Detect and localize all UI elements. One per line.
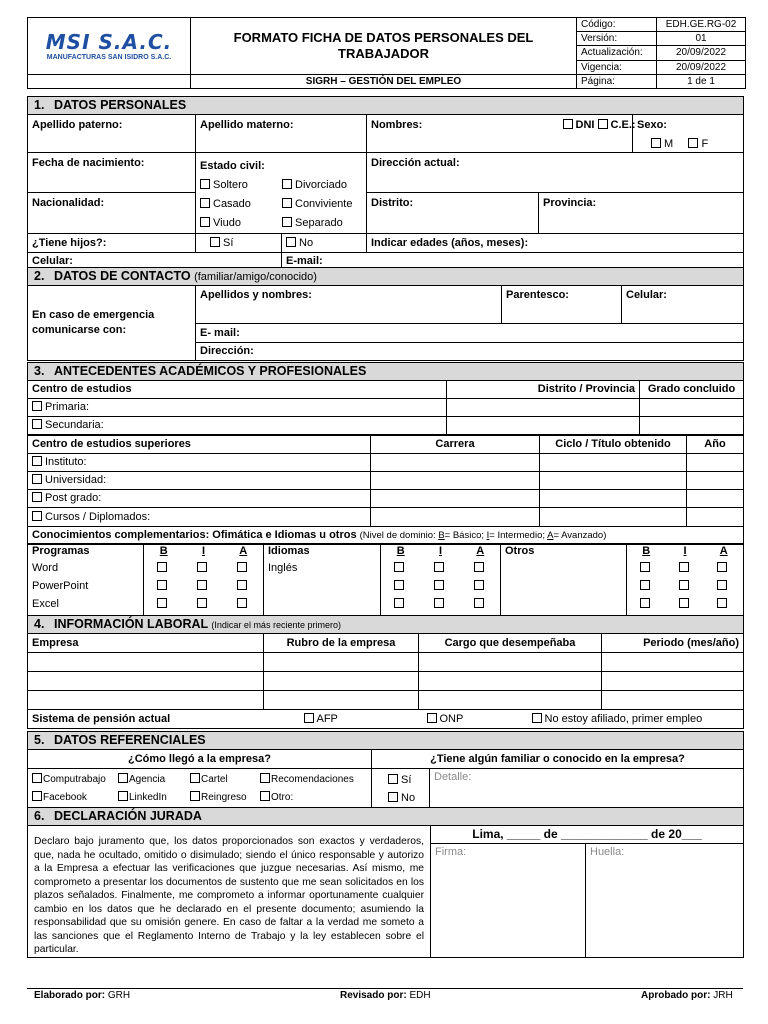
skill-checkbox[interactable]: [717, 598, 727, 608]
conocimientos-header: Conocimientos complementarios: Ofimática e Idiomas u otros (Nivel de dominio: B= Básico; I= Intermedio; A= Avanzado): [28, 527, 744, 544]
instituto-row[interactable]: Instituto:: [28, 454, 371, 472]
laboral-cell[interactable]: [28, 691, 264, 710]
col-programas: Programas: [28, 545, 144, 562]
cursos-checkbox[interactable]: [32, 511, 42, 521]
primaria-checkbox[interactable]: [32, 401, 42, 411]
no-afiliado-checkbox[interactable]: [532, 713, 542, 723]
section-declaracion: [27, 807, 744, 958]
section-datos-referenciales: [27, 731, 744, 808]
skill-checkbox[interactable]: [474, 562, 484, 572]
skill-checkbox[interactable]: [237, 562, 247, 572]
estado-civil-field: Estado civil: Soltero Divorciado Casado Conviviente Viudo Separado: [196, 153, 367, 234]
nacionalidad-field[interactable]: Nacionalidad:: [28, 192, 196, 233]
skill-checkbox[interactable]: [679, 562, 689, 572]
section-header: 6. DECLARACIÓN JURADA: [28, 808, 744, 826]
divorciado-checkbox[interactable]: [282, 179, 292, 189]
skill-label: Inglés: [264, 562, 381, 580]
afp-checkbox[interactable]: [304, 713, 314, 723]
declaracion-text: Declaro bajo juramento que, los datos proporcionados son exactos y verdaderos, que, nada he ocultado, omitido o disimulado; siendo el único responsable y autorizo a la Empresa a efectuar las verificaciones que juzgue necesarias. Así mismo, me comprometo a presentar los documentos de sustento que me sean solicitados en los plazos señalados. Finalmente, me comprometo a informar oportunamente cualquier cambio en los datos que he declarado en el presente documento; asumiendo la responsabilidad que su omisión genere. En caso de faltar a la verdad me someto a las sanciones que el Reglamento Interno de Trabajo y la ley establecen sobre el particular.: [28, 826, 431, 958]
skill-checkbox[interactable]: [157, 580, 167, 590]
section-datos-contacto: [27, 267, 744, 361]
col-centro-estudios: Centro de estudios: [28, 381, 447, 399]
soltero-checkbox[interactable]: [200, 179, 210, 189]
form-subtitle: SIGRH – GESTIÓN DEL EMPLEO: [191, 75, 577, 89]
celular-field[interactable]: Celular:: [28, 253, 282, 271]
reingreso-checkbox[interactable]: [190, 791, 200, 801]
meta-value: EDH.GE.RG-02: [657, 18, 746, 32]
skill-checkbox[interactable]: [474, 580, 484, 590]
sexo-f-checkbox[interactable]: [688, 138, 698, 148]
skill-checkbox[interactable]: [434, 580, 444, 590]
skill-label: PowerPoint: [28, 580, 144, 598]
apellido-paterno-field[interactable]: Apellido paterno:: [28, 115, 196, 153]
col-empresa: Empresa: [28, 634, 264, 653]
familiar-header: ¿Tiene algún familiar o conocido en la empresa?: [372, 750, 744, 769]
familiar-si-checkbox[interactable]: [388, 774, 398, 784]
conviviente-checkbox[interactable]: [282, 198, 292, 208]
col-otros: Otros: [501, 545, 627, 562]
skill-checkbox[interactable]: [394, 580, 404, 590]
skill-checkbox[interactable]: [679, 580, 689, 590]
direccion-actual-field[interactable]: Dirección actual:: [367, 153, 744, 193]
doc-type-field[interactable]: DNI C.E.:: [539, 115, 633, 153]
laboral-cell[interactable]: [28, 672, 264, 691]
primaria-row[interactable]: Primaria:: [28, 399, 447, 417]
hijos-no-checkbox[interactable]: [286, 237, 296, 247]
skill-checkbox[interactable]: [197, 562, 207, 572]
meta-label: Código:: [577, 18, 657, 32]
footer-rule: [27, 988, 743, 989]
col-cargo: Cargo que desempeñaba: [419, 634, 602, 653]
section-header: 1. DATOS PERSONALES: [28, 97, 744, 115]
col-carrera: Carrera: [371, 436, 540, 454]
postgrado-checkbox[interactable]: [32, 492, 42, 502]
universidad-row[interactable]: Universidad:: [28, 472, 371, 490]
cartel-checkbox[interactable]: [190, 773, 200, 783]
logo-cell: [28, 18, 191, 75]
col-distrito-provincia: Distrito / Provincia: [447, 381, 640, 399]
secundaria-row[interactable]: Secundaria:: [28, 417, 447, 435]
familiar-no-checkbox[interactable]: [388, 792, 398, 802]
huella-field[interactable]: Huella:: [586, 844, 744, 957]
skill-checkbox[interactable]: [717, 580, 727, 590]
emergencia-label: En caso de emergencia comunicarse con:: [28, 286, 196, 361]
apellido-materno-field[interactable]: Apellido materno:: [196, 115, 367, 153]
linkedin-checkbox[interactable]: [118, 791, 128, 801]
secundaria-checkbox[interactable]: [32, 419, 42, 429]
como-llego-options: Computrabajo Agencia Cartel Recomendaciones Facebook LinkedIn Reingreso Otro:: [28, 769, 372, 808]
section-header: 3. ANTECEDENTES ACADÉMICOS Y PROFESIONALES: [28, 363, 744, 381]
skill-label: Word: [28, 562, 144, 580]
contacto-nombres-field[interactable]: Apellidos y nombres:: [196, 286, 502, 324]
separado-checkbox[interactable]: [282, 217, 292, 227]
sexo-m-checkbox[interactable]: [651, 138, 661, 148]
col-centro-superiores: Centro de estudios superiores: [28, 436, 371, 454]
skill-checkbox[interactable]: [474, 598, 484, 608]
como-llego-header: ¿Cómo llegó a la empresa?: [28, 750, 372, 769]
section-header: 2. DATOS DE CONTACTO (familiar/amigo/conocido): [28, 268, 744, 286]
pension-label: Sistema de pensión actual: [28, 710, 264, 729]
computrabajo-checkbox[interactable]: [32, 773, 42, 783]
skill-checkbox[interactable]: [237, 580, 247, 590]
laboral-cell[interactable]: [28, 653, 264, 672]
distrito-field[interactable]: Distrito:: [367, 192, 539, 233]
hijos-si-checkbox[interactable]: [210, 237, 220, 247]
form-title: FORMATO FICHA DE DATOS PERSONALES DEL TRABAJADOR: [191, 18, 577, 75]
skill-checkbox[interactable]: [197, 598, 207, 608]
onp-checkbox[interactable]: [427, 713, 437, 723]
skill-checkbox[interactable]: [640, 562, 650, 572]
contacto-direccion-field[interactable]: Dirección:: [196, 343, 744, 361]
casado-checkbox[interactable]: [200, 198, 210, 208]
section-antecedentes: [27, 362, 744, 435]
section-datos-personales: 1. DATOS PERSONALES Apellido paterno: Apellido materno: Nombres: DNI C.E.: Sexo: M F Fecha de nacimiento: Estado civil: Soltero Divorciado Casado Conviviente Viudo Separado Dirección actual: Nacionalidad: Distrito: Provincia: ¿Tiene hijos?: Sí No Indicar edades (años, meses): Celular: E-mail:: [27, 96, 744, 271]
skill-label: Excel: [28, 598, 144, 616]
nombres-field[interactable]: Nombres:: [367, 115, 539, 153]
skill-checkbox[interactable]: [157, 598, 167, 608]
email-field[interactable]: E-mail:: [282, 253, 744, 271]
viudo-checkbox[interactable]: [200, 217, 210, 227]
meta-value: 1 de 1: [657, 75, 746, 89]
contacto-email-field[interactable]: E- mail:: [196, 324, 744, 343]
otro-checkbox[interactable]: [260, 791, 270, 801]
skill-checkbox[interactable]: [157, 562, 167, 572]
company-logo: MSI S.A.C. MANUFACTURAS SAN ISIDRO S.A.C.: [45, 29, 173, 61]
provincia-field[interactable]: Provincia:: [539, 192, 744, 233]
instituto-checkbox[interactable]: [32, 456, 42, 466]
meta-label: Vigencia:: [577, 61, 657, 75]
skill-checkbox[interactable]: [679, 598, 689, 608]
skill-checkbox[interactable]: [640, 598, 650, 608]
col-ciclo: Ciclo / Título obtenido: [540, 436, 687, 454]
section-info-laboral: 4. INFORMACIÓN LABORAL (Indicar el más reciente primero) Empresa Rubro de la empresa Cargo que desempeñaba Periodo (mes/año) Sistema de pensión actual AFP ONP No estoy afiliado, primer empleo: [27, 615, 744, 729]
meta-label: Versión:: [577, 32, 657, 46]
ce-checkbox[interactable]: [598, 119, 608, 129]
skill-checkbox[interactable]: [394, 598, 404, 608]
col-grado: Grado concluido: [640, 381, 744, 399]
col-periodo: Periodo (mes/año): [602, 634, 744, 653]
edades-field[interactable]: Indicar edades (años, meses):: [367, 234, 744, 253]
col-idiomas: Idiomas: [264, 545, 381, 562]
section-header: 4. INFORMACIÓN LABORAL (Indicar el más reciente primero): [28, 616, 744, 634]
skill-checkbox[interactable]: [394, 562, 404, 572]
col-rubro: Rubro de la empresa: [264, 634, 419, 653]
footer-aprobado: Aprobado por: JRH: [641, 990, 733, 1001]
meta-value: 20/09/2022: [657, 46, 746, 61]
skill-checkbox[interactable]: [197, 580, 207, 590]
skills-table: Programas B I A Idiomas B I A Otros B I A Word Inglés PowerPoint Excel: [27, 544, 744, 616]
cursos-row[interactable]: Cursos / Diplomados:: [28, 508, 371, 527]
meta-label: Página:: [577, 75, 657, 89]
skill-checkbox[interactable]: [640, 580, 650, 590]
dni-checkbox[interactable]: [563, 119, 573, 129]
universidad-checkbox[interactable]: [32, 474, 42, 484]
skill-checkbox[interactable]: [717, 562, 727, 572]
meta-value: 20/09/2022: [657, 61, 746, 75]
superior-table: [27, 435, 744, 544]
header-table: [27, 17, 746, 89]
facebook-checkbox[interactable]: [32, 791, 42, 801]
contacto-celular-field[interactable]: Celular:: [622, 286, 744, 324]
recomendaciones-checkbox[interactable]: [260, 773, 270, 783]
footer-elaborado: Elaborado por: GRH: [34, 990, 131, 1001]
sexo-field: Sexo: M F: [633, 115, 744, 153]
firma-field[interactable]: Firma:: [431, 844, 586, 957]
postgrado-row[interactable]: Post grado:: [28, 490, 371, 508]
contacto-parentesco-field[interactable]: Parentesco:: [502, 286, 622, 324]
skill-checkbox[interactable]: [237, 598, 247, 608]
footer-revisado: Revisado por: EDH: [340, 990, 431, 1001]
section-header: 5. DATOS REFERENCIALES: [28, 732, 744, 750]
fecha-nacimiento-field[interactable]: Fecha de nacimiento:: [28, 153, 196, 193]
col-anio: Año: [687, 436, 744, 454]
tiene-hijos-label: ¿Tiene hijos?:: [28, 234, 196, 253]
lugar-fecha[interactable]: Lima, _____ de _____________ de 20___: [431, 826, 744, 844]
agencia-checkbox[interactable]: [118, 773, 128, 783]
detalle-field[interactable]: Detalle:: [430, 769, 744, 808]
meta-label: Actualización:: [577, 46, 657, 61]
familiar-options: Sí No: [372, 769, 430, 808]
skill-checkbox[interactable]: [434, 562, 444, 572]
skill-checkbox[interactable]: [434, 598, 444, 608]
meta-value: 01: [657, 32, 746, 46]
